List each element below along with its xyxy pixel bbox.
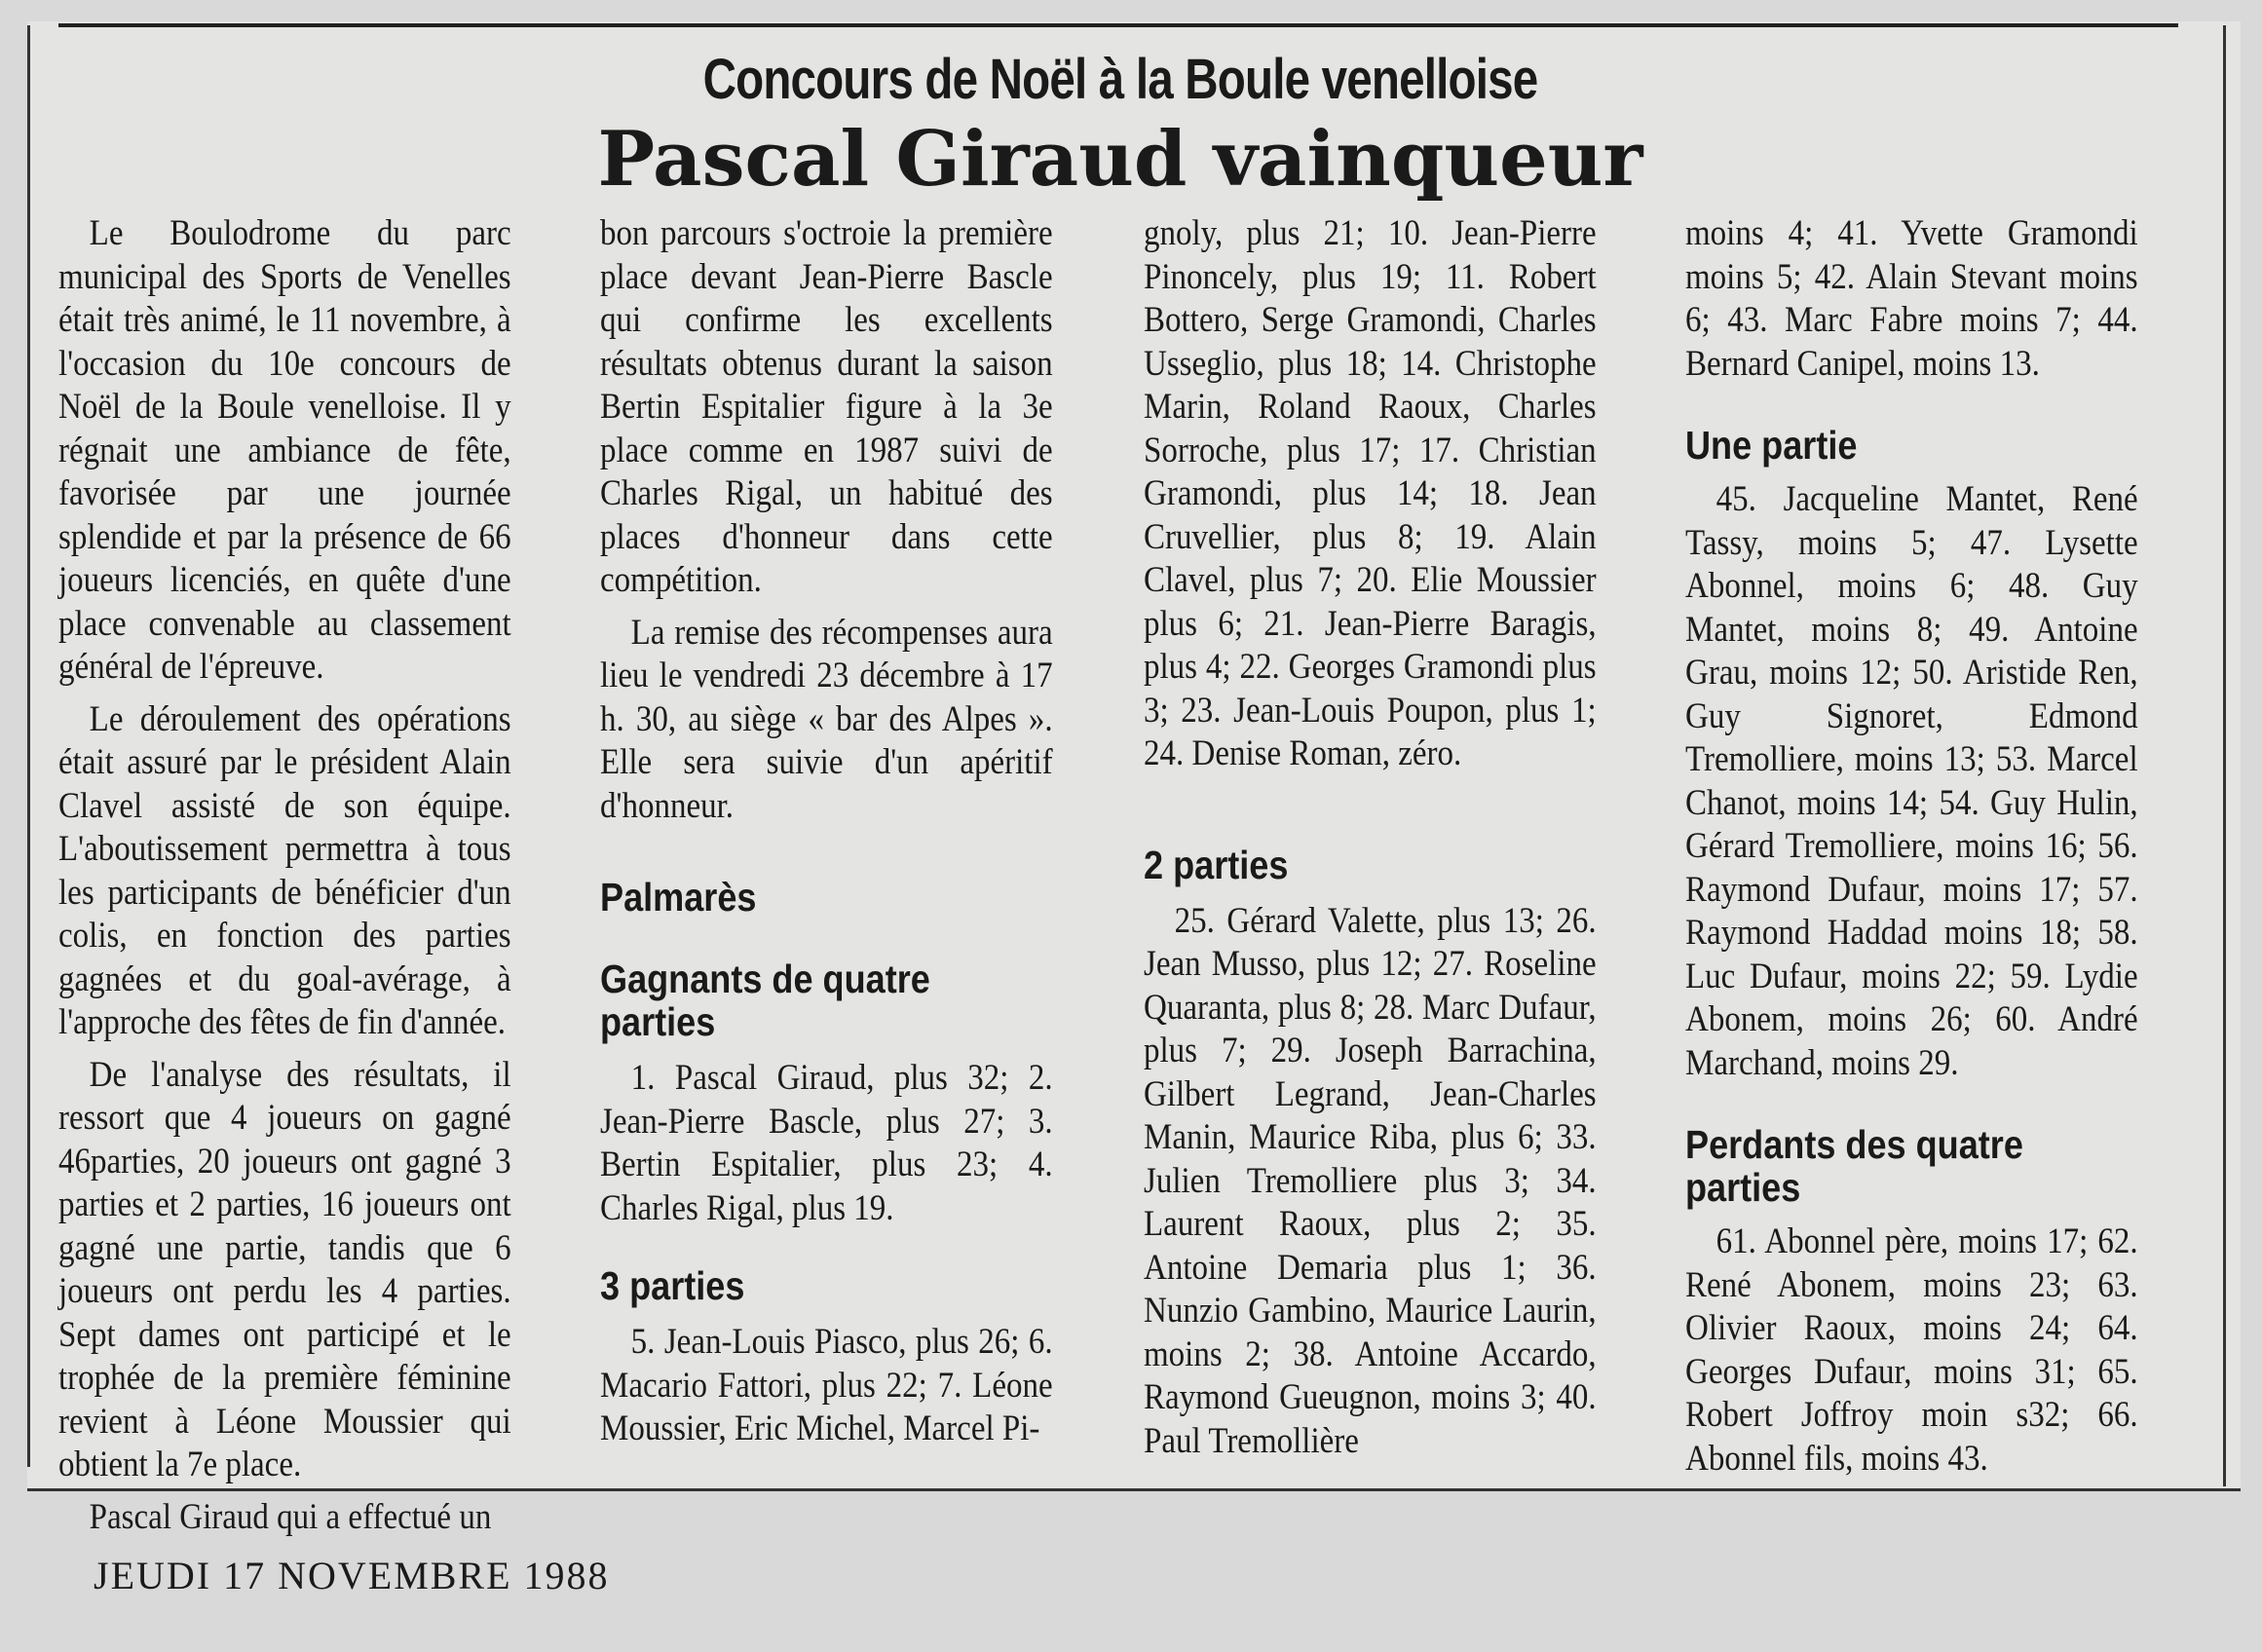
section-heading-perdants: Perdants des quatre parties: [1685, 1122, 2023, 1210]
column-3: [1144, 212, 1597, 1472]
results-list: moins 4; 41. Yvette Gramondi moins 5; 42. Alain Stevant moins 6; 43. Marc Fabre moins 7; 44. Bernard Canipel, moins 13.: [1685, 213, 2138, 384]
page-dateline: JEUDI 17 NOVEMBRE 1988: [94, 1554, 610, 1597]
article-headline: Pascal Giraud vainqueur: [597, 115, 1643, 204]
paragraph: La remise des récompenses aura lieu le vendredi 23 décembre à 17 h. 30, au siège « bar des Alpes ». Elle sera suivie d'un apéritif d'honneur.: [600, 612, 1053, 826]
results-list: 61. Abonnel père, moins 17; 62. René Abonem, moins 23; 63. Olivier Raoux, moins 24; 64. Georges Dufaur, moins 31; 65. Robert Joffroy moin s32; 66. Abonnel fils, moins 43.: [1685, 1221, 2138, 1479]
paragraph: De l'analyse des résultats, il ressort que 4 joueurs on gagné 46parties, 20 joueurs ont gagné 3 parties et 2 parties, 16 joueurs ont gagné une partie, tandis que 6 joueurs ont perdu les 4 parties. Sept dames ont participé et le trophée de la première féminine revient à Léone Moussier qui obtient la 7e place.: [58, 1054, 511, 1484]
results-list: 25. Gérard Valette, plus 13; 26. Jean Musso, plus 12; 27. Roseline Quaranta, plus 8; 28. Marc Dufaur, plus 7; 29. Joseph Barrachina, Gilbert Legrand, Jean-Charles Manin, Maurice Riba, plus 6; 33. Julien Tremolliere plus 3; 34. Laurent Raoux, plus 2; 35. Antoine Demaria plus 1; 36. Nunzio Gambino, Maurice Laurin, moins 2; 38. Antoine Accardo, Raymond Gueugnon, moins 3; 40. Paul Tremollière: [1144, 900, 1597, 1461]
section-heading-trois-parties: 3 parties: [600, 1263, 745, 1308]
top-rule: [58, 23, 2178, 27]
section-heading-palmares: Palmarès: [600, 875, 757, 920]
right-rule: [2223, 25, 2226, 1486]
column-2: [600, 212, 1053, 1460]
article-kicker: Concours de Noël à la Boule venelloise: [702, 48, 1538, 111]
section-heading-quatre-parties: Gagnants de quatre parties: [600, 957, 930, 1044]
results-list: 45. Jacqueline Mantet, René Tassy, moins 5; 47. Lysette Abonnel, moins 6; 48. Guy Mantet, moins 8; 49. Antoine Grau, moins 12; 50. Aristide Ren, Guy Signoret, Edmond Tremolliere, moins 13; 53. Marcel Chanot, moins 14; 54. Guy Hulin, Gérard Tremolliere, moins 16; 56. Raymond Dufaur, moins 17; 57. Raymond Haddad moins 18; 58. Luc Dufaur, moins 22; 59. Lydie Abonem, moins 26; 60. André Marchand, moins 29.: [1685, 479, 2138, 1083]
paragraph: bon parcours s'octroie la première place devant Jean-Pierre Bascle qui confirme les excellents résultats obtenus durant la saison Bertin Espitalier figure à la 3e place comme en 1987 suivi de Charles Rigal, un habitué des places d'honneur dans cette compétition.: [600, 213, 1053, 600]
results-list: gnoly, plus 21; 10. Jean-Pierre Pinoncely, plus 19; 11. Robert Bottero, Serge Gramondi, Charles Usseglio, plus 18; 14. Christophe Marin, Roland Raoux, Charles Sorroche, plus 17; 17. Christian Gramondi, plus 14; 18. Jean Cruvellier, plus 8; 19. Alain Clavel, plus 7; 20. Elie Moussier plus 6; 21. Jean-Pierre Baragis, plus 4; 22. Georges Gramondi plus 3; 23. Jean-Louis Poupon, plus 1; 24. Denise Roman, zéro.: [1144, 213, 1597, 773]
column-1: [58, 212, 511, 1548]
paragraph: Le Boulodrome du parc municipal des Sports de Venelles était très animé, le 11 novembre, à l'occasion du 10e concours de Noël de la Boule venelloise. Il y régnait une ambiance de fête, favorisée par une journée splendide et par la présence de 66 joueurs licenciés, en quête d'une place convenable au classement général de l'épreuve.: [58, 213, 511, 687]
paragraph: Pascal Giraud qui a effectué un: [89, 1496, 492, 1537]
paragraph: Le déroulement des opérations était assuré par le président Alain Clavel assisté de son équipe. L'aboutissement permettra à tous les participants de bénéficier d'un colis, en fonction des parties gagnées et du goal-avérage, à l'approche des fêtes de fin d'année.: [58, 698, 511, 1042]
results-list: 1. Pascal Giraud, plus 32; 2. Jean-Pierre Bascle, plus 27; 3. Bertin Espitalier, plus 23; 4. Charles Rigal, plus 19.: [600, 1058, 1053, 1228]
left-rule: [27, 25, 30, 1467]
section-heading-deux-parties: 2 parties: [1144, 842, 1289, 887]
column-4: [1685, 212, 2138, 1489]
section-heading-une-partie: Une partie: [1685, 423, 1858, 468]
results-list: 5. Jean-Louis Piasco, plus 26; 6. Macario Fattori, plus 22; 7. Léone Moussier, Eric Michel, Marcel Pi-: [600, 1322, 1053, 1448]
